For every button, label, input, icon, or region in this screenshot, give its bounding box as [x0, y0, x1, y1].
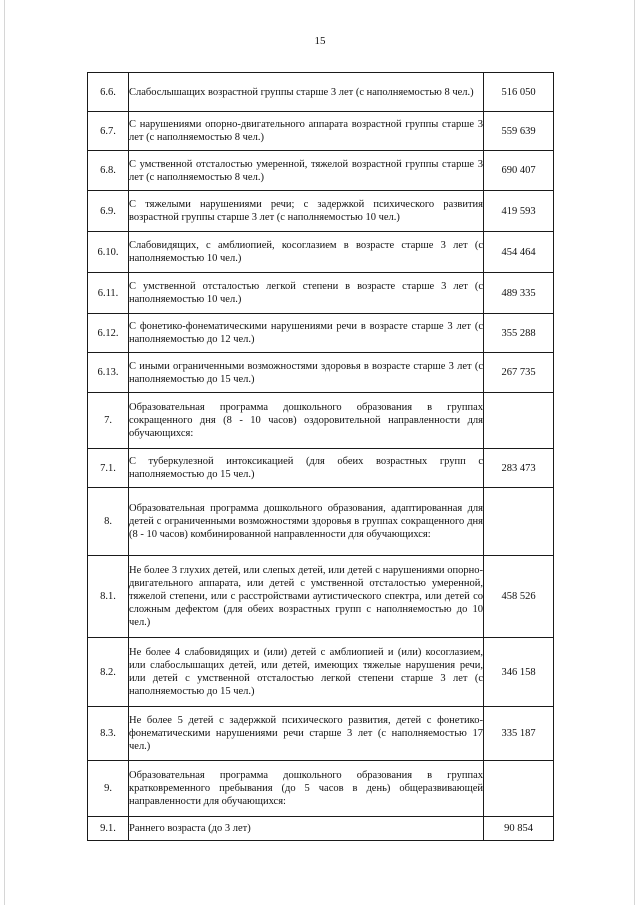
row-number: 8.: [88, 488, 129, 556]
table-row: [88, 191, 554, 232]
table-row: [88, 353, 554, 393]
row-value: 90 854: [484, 817, 554, 841]
table-row: [88, 112, 554, 151]
row-number: 8.3.: [88, 707, 129, 761]
table-row: [88, 314, 554, 353]
page-number: 15: [314, 35, 326, 47]
row-number: 9.1.: [88, 817, 129, 841]
row-number: 6.10.: [88, 232, 129, 273]
table-row: [88, 638, 554, 707]
table-row: [88, 488, 554, 556]
row-number: 6.13.: [88, 353, 129, 393]
row-description: С умственной отсталостью умеренной, тяжелой возрастной группы старше 3 лет (с наполняемостью 8 чел.): [129, 151, 484, 191]
row-value: 690 407: [484, 151, 554, 191]
row-number: 6.11.: [88, 273, 129, 314]
row-description: Не более 4 слабовидящих и (или) детей с амблиопией и (или) косоглазием, или слабослышащих детей, или детей, имеющих тяжелые нарушения речи, или детей с умственной отсталостью легкой степени старше 3 лет (с наполняемостью до 15 чел.): [129, 638, 484, 707]
table-row: [88, 707, 554, 761]
row-description: Не более 3 глухих детей, или слепых детей, или детей с нарушениями опорно-двигательного аппарата, или детей с умственной отсталостью умеренной, тяжелой степени, или с расстройствами аутистического спектра, или детей со сложным дефектом (для обеих возрастных групп с наполняемостью до 10 чел.): [129, 556, 484, 638]
row-value: [484, 761, 554, 817]
row-description: С фонетико-фонематическими нарушениями речи в возрасте старше 3 лет (с наполняемостью до 12 чел.): [129, 314, 484, 353]
row-value: 346 158: [484, 638, 554, 707]
row-value: 335 187: [484, 707, 554, 761]
row-value: 355 288: [484, 314, 554, 353]
table-row: [88, 273, 554, 314]
row-description: С умственной отсталостью легкой степени в возрасте старше 3 лет (с наполняемостью 10 чел.): [129, 273, 484, 314]
table-row: [88, 393, 554, 449]
row-description: С туберкулезной интоксикацией (для обеих возрастных групп с наполняемостью до 15 чел.): [129, 449, 484, 488]
row-description: С нарушениями опорно-двигательного аппарата возрастной группы старше 3 лет (с наполняемостью 8 чел.): [129, 112, 484, 151]
row-value: 559 639: [484, 112, 554, 151]
row-description: С иными ограниченными возможностями здоровья в возрасте старше 3 лет (с наполняемостью до 15 чел.): [129, 353, 484, 393]
row-value: 454 464: [484, 232, 554, 273]
row-value: [484, 488, 554, 556]
table-row: [88, 232, 554, 273]
row-number: 7.: [88, 393, 129, 449]
row-description: Не более 5 детей с задержкой психического развития, детей с фонетико-фонематическими нарушениями речи старше 3 лет (с наполняемостью 17 чел.): [129, 707, 484, 761]
left-page-edge: [4, 0, 5, 905]
row-number: 6.12.: [88, 314, 129, 353]
table-row: [88, 449, 554, 488]
row-value: 458 526: [484, 556, 554, 638]
row-value: 489 335: [484, 273, 554, 314]
row-number: 7.1.: [88, 449, 129, 488]
row-number: 6.8.: [88, 151, 129, 191]
row-description: Образовательная программа дошкольного образования, адаптированная для детей с ограниченными возможностями здоровья в группах сокращенного дня (8 - 10 часов) комбинированной направленности для обучающихся:: [129, 488, 484, 556]
row-description: Образовательная программа дошкольного образования в группах кратковременного пребывания (до 5 часов в день) общеразвивающей направленности для обучающихся:: [129, 761, 484, 817]
right-page-edge: [634, 0, 635, 905]
row-number: 6.6.: [88, 73, 129, 112]
table-row: [88, 761, 554, 817]
row-description: Раннего возраста (до 3 лет): [129, 817, 484, 841]
row-description: Слабослышащих возрастной группы старше 3 лет (с наполняемостью 8 чел.): [129, 73, 484, 112]
row-description: Слабовидящих, с амблиопией, косоглазием в возрасте старше 3 лет (с наполняемостью 10 чел.): [129, 232, 484, 273]
row-value: [484, 393, 554, 449]
table-row: [88, 151, 554, 191]
row-description: С тяжелыми нарушениями речи; с задержкой психического развития возрастной группы старше 3 лет (с наполняемостью 10 чел.): [129, 191, 484, 232]
row-description: Образовательная программа дошкольного образования в группах сокращенного дня (8 - 10 часов) оздоровительной направленности для обучающихся:: [129, 393, 484, 449]
tariff-table: [87, 72, 554, 841]
row-number: 6.9.: [88, 191, 129, 232]
row-number: 8.1.: [88, 556, 129, 638]
row-value: 283 473: [484, 449, 554, 488]
row-number: 6.7.: [88, 112, 129, 151]
table-row: [88, 73, 554, 112]
row-value: 419 593: [484, 191, 554, 232]
table-row: [88, 817, 554, 841]
row-number: 8.2.: [88, 638, 129, 707]
row-number: 9.: [88, 761, 129, 817]
row-value: 516 050: [484, 73, 554, 112]
row-value: 267 735: [484, 353, 554, 393]
table-row: [88, 556, 554, 638]
